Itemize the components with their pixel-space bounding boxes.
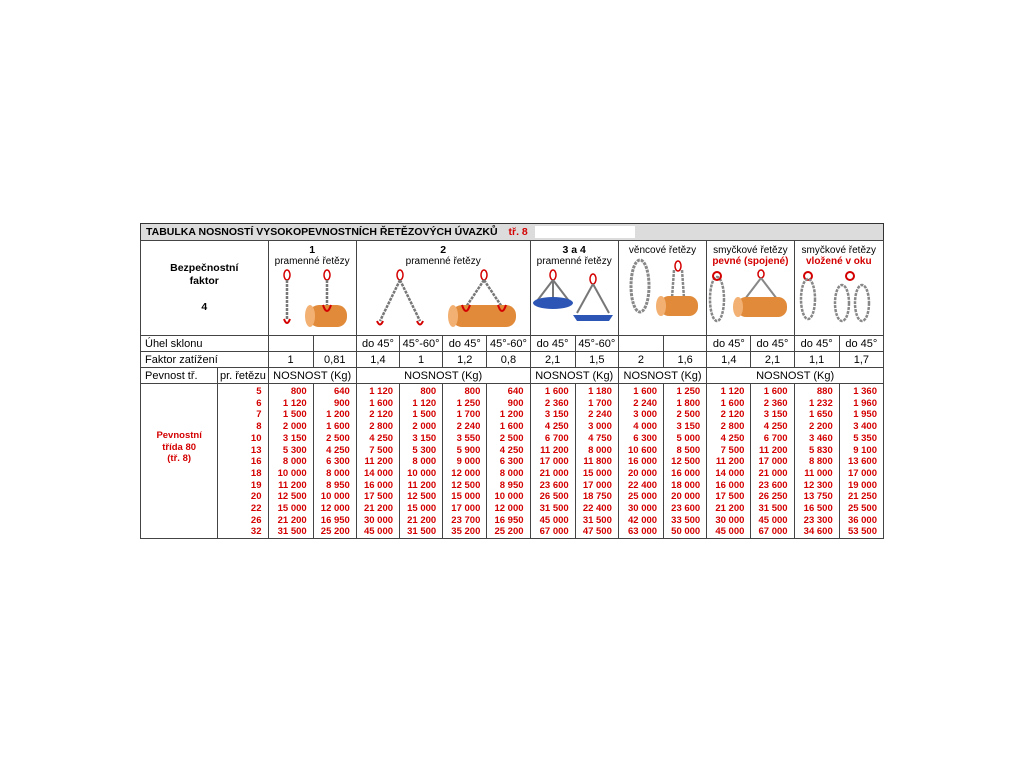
capacity-value: 25 200: [320, 526, 350, 538]
capacity-value: 23 600: [539, 479, 569, 491]
title-blank-box: [535, 226, 635, 238]
capacity-value: 33 500: [671, 514, 701, 526]
capacity-value: 5 300: [412, 444, 437, 456]
diameter-value: 8: [256, 421, 262, 433]
capacity-label: NOSNOST (Kg): [268, 368, 356, 384]
capacity-value: 31 500: [582, 514, 612, 526]
capacity-value: 4 250: [326, 444, 350, 456]
capacity-value: 900: [333, 397, 350, 409]
safety-value: 4: [201, 301, 208, 313]
capacity-value: 31 500: [277, 526, 307, 538]
capacity-column: [443, 384, 487, 539]
capacity-value: 1 232: [808, 397, 833, 409]
capacity-value: 11 800: [583, 456, 612, 468]
capacity-value: 21 200: [363, 503, 394, 515]
capacity-value: 21 000: [758, 467, 788, 479]
capacity-value: 10 000: [277, 467, 307, 479]
capacity-value: 3 150: [676, 421, 701, 433]
group-5-label: smyčkové řetězy: [713, 245, 788, 256]
capacity-value: 11 200: [278, 479, 307, 491]
capacity-value: 2 120: [720, 409, 745, 421]
capacity-value: 16 950: [494, 514, 524, 526]
diameter-value: 19: [250, 479, 262, 491]
factor-cell: 1,1: [794, 352, 839, 368]
capacity-value: 10 600: [627, 444, 658, 456]
single-chain-sling-icon: [269, 269, 355, 331]
capacity-value: 5 830: [808, 444, 833, 456]
group-5-sublabel: pevné (spojené): [712, 256, 789, 267]
capacity-value: 9 100: [853, 444, 877, 456]
capacity-value: 1 120: [369, 386, 394, 397]
capacity-value: 6 300: [633, 432, 658, 444]
capacity-column: [400, 384, 443, 539]
capacity-value: 4 750: [588, 432, 612, 444]
class-line2: třída 80: [162, 441, 197, 453]
factor-cell: 1,2: [443, 352, 487, 368]
group-2-label: pramenné řetězy: [405, 256, 481, 267]
capacity-value: 3 150: [282, 432, 307, 444]
group-2-cell: [356, 241, 530, 336]
capacity-value: 10 000: [407, 467, 437, 479]
capacity-value: 30 000: [363, 514, 394, 526]
capacity-label: NOSNOST (Kg): [618, 368, 706, 384]
angle-cell: do 45°: [707, 336, 751, 352]
capacity-value: 9 000: [456, 456, 481, 468]
capacity-value: 10 000: [320, 491, 350, 503]
angle-cell: do 45°: [794, 336, 839, 352]
capacity-value: 1 960: [853, 397, 877, 409]
capacity-value: 1 600: [326, 421, 350, 433]
capacity-value: 3 550: [456, 432, 481, 444]
diameter-value: 16: [250, 456, 262, 468]
capacity-value: 20 000: [671, 491, 701, 503]
capacity-value: 2 200: [808, 421, 833, 433]
header-row: [141, 241, 884, 336]
angle-cell: [618, 336, 663, 352]
diameter-value: 32: [250, 526, 262, 538]
group-3-num: 3 a 4: [562, 244, 586, 256]
group-6-sublabel: vložené v oku: [805, 256, 872, 267]
angle-cell: do 45°: [443, 336, 487, 352]
angle-cell: 45°-60°: [400, 336, 443, 352]
capacity-value: 34 600: [803, 526, 833, 538]
capacity-value: 2 240: [588, 409, 612, 421]
capacity-value: 8 500: [676, 444, 701, 456]
capacity-value: 2 240: [633, 397, 658, 409]
capacity-value: 7 500: [720, 444, 745, 456]
capacity-value: 12 500: [277, 491, 307, 503]
capacity-column: [575, 384, 618, 539]
capacity-value: 16 500: [803, 503, 833, 515]
capacity-value: 15 000: [582, 467, 612, 479]
group-4-cell: [618, 241, 706, 336]
group-1-label: pramenné řetězy: [274, 256, 350, 267]
angle-cell: [664, 336, 707, 352]
capacity-value: 880: [816, 386, 833, 397]
capacity-value: 1 600: [720, 397, 745, 409]
table-title-bar: [140, 223, 884, 240]
angle-row: [141, 336, 884, 352]
capacity-value: 7 500: [369, 444, 394, 456]
capacity-value: 1 200: [326, 409, 350, 421]
capacity-value: 17 000: [582, 479, 612, 491]
capacity-value: 12 500: [451, 479, 481, 491]
capacity-value: 21 000: [539, 467, 569, 479]
capacity-value: 8 950: [326, 479, 350, 491]
capacity-value: 22 400: [627, 479, 658, 491]
capacity-value: 12 300: [803, 479, 833, 491]
capacity-value: 25 000: [627, 491, 658, 503]
factor-cell: 2: [618, 352, 663, 368]
capacity-value: 1 600: [633, 386, 658, 397]
capacity-value: 11 200: [364, 456, 394, 468]
capacity-value: 1 650: [808, 409, 833, 421]
angle-cell: 45°-60°: [575, 336, 618, 352]
capacity-value: 21 200: [277, 514, 307, 526]
safety-factor-cell: [141, 241, 269, 336]
diameter-value: 13: [250, 444, 262, 456]
capacity-value: 3 000: [588, 421, 612, 433]
capacity-value: 45 000: [715, 526, 745, 538]
capacity-column: [618, 384, 663, 539]
double-chain-sling-icon: [358, 269, 528, 331]
angle-cell: [268, 336, 313, 352]
group-6-label: smyčkové řetězy: [801, 245, 877, 256]
group-4-label: věncové řetězy: [628, 245, 697, 256]
loop-chain-fixed-icon: [707, 269, 793, 325]
capacity-value: 1 120: [720, 386, 745, 397]
capacity-value: 11 200: [407, 479, 437, 491]
capacity-value: 30 000: [715, 514, 745, 526]
capacity-value: 67 000: [539, 526, 569, 538]
capacity-value: 45 000: [363, 526, 394, 538]
capacity-value: 5 350: [853, 432, 877, 444]
capacity-value: 12 000: [451, 467, 481, 479]
angle-cell: [313, 336, 356, 352]
capacity-column: [530, 384, 575, 539]
capacity-value: 17 500: [363, 491, 394, 503]
capacity-value: 17 000: [539, 456, 569, 468]
capacity-value: 2 800: [369, 421, 394, 433]
capacity-value: 16 000: [363, 479, 394, 491]
capacity-value: 13 750: [803, 491, 833, 503]
capacity-value: 900: [507, 397, 524, 409]
class-line1: Pevnostní: [156, 430, 202, 441]
capacity-column: [313, 384, 356, 539]
capacity-value: 16 000: [715, 479, 745, 491]
capacity-value: 31 500: [539, 503, 569, 515]
factor-cell: 2,1: [530, 352, 575, 368]
capacity-value: 2 000: [412, 421, 437, 433]
capacity-value: 2 800: [720, 421, 745, 433]
multi-leg-sling-icon: [531, 269, 617, 331]
diameter-value: 5: [256, 386, 262, 397]
capacity-value: 11 200: [715, 456, 745, 468]
factor-cell: 2,1: [751, 352, 794, 368]
capacity-value: 23 700: [451, 514, 481, 526]
capacity-value: 5 000: [676, 432, 701, 444]
capacity-value: 47 500: [582, 526, 612, 538]
capacity-value: 3 150: [412, 432, 437, 444]
angle-label: Úhel sklonu: [141, 336, 269, 352]
capacity-value: 17 000: [451, 503, 481, 515]
capacity-value: 3 460: [808, 432, 833, 444]
class-line3: (tř. 8): [167, 453, 192, 465]
capacity-value: 26 250: [758, 491, 788, 503]
capacity-value: 8 800: [808, 456, 833, 468]
load-table-sheet: [140, 223, 884, 539]
diameter-value: 22: [250, 503, 262, 515]
capacity-value: 1 700: [456, 409, 481, 421]
capacity-value: 11 200: [759, 444, 788, 456]
angle-cell: do 45°: [839, 336, 883, 352]
capacity-value: 1 600: [369, 397, 394, 409]
diameter-value: 7: [256, 409, 262, 421]
angle-cell: do 45°: [356, 336, 399, 352]
load-table: [140, 240, 884, 539]
capacity-value: 12 500: [671, 456, 701, 468]
capacity-value: 11 000: [804, 467, 833, 479]
capacity-value: 25 500: [847, 503, 877, 515]
capacity-column: [268, 384, 313, 539]
capacity-value: 4 250: [763, 421, 788, 433]
capacity-value: 26 500: [539, 491, 569, 503]
diameter-value: 10: [250, 432, 262, 444]
factor-cell: 0,81: [313, 352, 356, 368]
capacity-value: 16 000: [627, 456, 658, 468]
table-title: TABULKA NOSNOSTÍ VYSOKOPEVNOSTNÍCH ŘETĚZOVÝCH ÚVAZKŮ: [146, 226, 498, 238]
capacity-value: 5 900: [456, 444, 481, 456]
capacity-value: 640: [507, 386, 524, 397]
capacity-value: 35 200: [451, 526, 481, 538]
capacity-value: 67 000: [758, 526, 788, 538]
capacity-value: 800: [420, 386, 437, 397]
capacity-column: [794, 384, 839, 539]
capacity-value: 1 950: [853, 409, 877, 421]
capacity-value: 1 800: [676, 397, 701, 409]
capacity-value: 25 200: [494, 526, 524, 538]
capacity-value: 19 000: [847, 479, 877, 491]
capacity-value: 13 600: [847, 456, 877, 468]
capacity-value: 1 250: [456, 397, 481, 409]
capacity-value: 2 360: [544, 397, 569, 409]
capacity-value: 4 000: [633, 421, 658, 433]
capacity-column: [707, 384, 751, 539]
capacity-column: [487, 384, 530, 539]
capacity-header-row: [141, 368, 884, 384]
capacity-value: 6 300: [499, 456, 524, 468]
capacity-data-row: [141, 384, 884, 539]
capacity-value: 20 000: [627, 467, 658, 479]
factor-cell: 1,5: [575, 352, 618, 368]
capacity-value: 2 240: [456, 421, 481, 433]
diameter-value: 6: [256, 397, 262, 409]
capacity-value: 3 150: [544, 409, 569, 421]
factor-cell: 1,4: [356, 352, 399, 368]
diameter-label: pr. řetězu: [218, 368, 268, 384]
capacity-value: 8 000: [326, 467, 350, 479]
capacity-column: [839, 384, 883, 539]
capacity-column: [356, 384, 399, 539]
capacity-value: 12 000: [494, 503, 524, 515]
capacity-value: 1 360: [853, 386, 877, 397]
capacity-value: 10 000: [494, 491, 524, 503]
capacity-value: 8 000: [282, 456, 307, 468]
capacity-value: 8 950: [499, 479, 524, 491]
capacity-value: 14 000: [715, 467, 745, 479]
capacity-value: 6 700: [763, 432, 788, 444]
capacity-value: 23 300: [803, 514, 833, 526]
capacity-value: 11 200: [540, 444, 569, 456]
angle-cell: 45°-60°: [487, 336, 530, 352]
diameter-value: 18: [250, 467, 262, 479]
endless-chain-icon: [620, 258, 706, 320]
capacity-value: 36 000: [847, 514, 877, 526]
capacity-value: 15 000: [407, 503, 437, 515]
group-3-label: pramenné řetězy: [536, 256, 612, 267]
capacity-value: 17 500: [715, 491, 745, 503]
capacity-value: 5 300: [282, 444, 307, 456]
capacity-value: 1 500: [412, 409, 437, 421]
angle-cell: do 45°: [530, 336, 575, 352]
capacity-value: 42 000: [627, 514, 658, 526]
factor-cell: 1: [268, 352, 313, 368]
capacity-value: 8 000: [588, 444, 612, 456]
capacity-value: 2 500: [326, 432, 350, 444]
capacity-value: 14 000: [363, 467, 394, 479]
angle-cell: do 45°: [751, 336, 794, 352]
capacity-value: 17 000: [847, 467, 877, 479]
capacity-value: 800: [464, 386, 481, 397]
capacity-value: 1 500: [282, 409, 307, 421]
capacity-value: 8 000: [499, 467, 524, 479]
capacity-value: 3 150: [763, 409, 788, 421]
capacity-value: 6 300: [326, 456, 350, 468]
group-6-cell: [794, 241, 883, 336]
strength-label: Pevnost tř.: [141, 368, 218, 384]
factor-row: [141, 352, 884, 368]
capacity-label: NOSNOST (Kg): [356, 368, 530, 384]
capacity-value: 31 500: [758, 503, 788, 515]
capacity-value: 1 200: [499, 409, 524, 421]
factor-cell: 1,6: [664, 352, 707, 368]
group-3-cell: [530, 241, 618, 336]
group-5-cell: [707, 241, 794, 336]
capacity-value: 1 600: [544, 386, 569, 397]
grade-label: tř. 8: [508, 226, 528, 238]
capacity-value: 4 250: [720, 432, 745, 444]
safety-line1: Bezpečnostní: [170, 262, 239, 274]
group-2-num: 2: [440, 244, 447, 256]
capacity-value: 640: [333, 386, 350, 397]
capacity-value: 31 500: [407, 526, 437, 538]
capacity-value: 53 500: [847, 526, 877, 538]
capacity-value: 2 360: [763, 397, 788, 409]
factor-cell: 0,8: [487, 352, 530, 368]
loop-chain-eye-icon: [796, 269, 882, 325]
capacity-value: 2 120: [369, 409, 394, 421]
capacity-value: 12 500: [407, 491, 437, 503]
diameter-value: 20: [250, 491, 262, 503]
capacity-value: 50 000: [671, 526, 701, 538]
group-1-cell: [268, 241, 356, 336]
capacity-value: 1 250: [676, 386, 701, 397]
capacity-value: 4 250: [499, 444, 524, 456]
capacity-value: 1 120: [282, 397, 307, 409]
factor-label: Faktor zatížení: [141, 352, 269, 368]
capacity-value: 18 000: [671, 479, 701, 491]
capacity-value: 3 000: [633, 409, 658, 421]
capacity-value: 1 700: [588, 397, 612, 409]
diameter-value: 26: [250, 514, 262, 526]
capacity-value: 18 750: [582, 491, 612, 503]
capacity-column: [664, 384, 707, 539]
capacity-value: 8 000: [412, 456, 437, 468]
diameter-column: [218, 384, 268, 539]
factor-cell: 1,7: [839, 352, 883, 368]
capacity-column: [751, 384, 794, 539]
capacity-value: 2 500: [676, 409, 701, 421]
capacity-value: 4 250: [544, 421, 569, 433]
capacity-value: 45 000: [758, 514, 788, 526]
factor-cell: 1: [400, 352, 443, 368]
capacity-value: 21 200: [407, 514, 437, 526]
capacity-value: 800: [290, 386, 307, 397]
capacity-value: 22 400: [582, 503, 612, 515]
capacity-value: 30 000: [627, 503, 658, 515]
capacity-value: 23 600: [671, 503, 701, 515]
capacity-label: NOSNOST (Kg): [707, 368, 884, 384]
capacity-value: 2 000: [282, 421, 307, 433]
capacity-value: 4 250: [369, 432, 394, 444]
capacity-value: 21 250: [847, 491, 877, 503]
capacity-value: 3 400: [853, 421, 877, 433]
capacity-value: 12 000: [320, 503, 350, 515]
safety-line2: faktor: [189, 275, 219, 287]
capacity-value: 16 950: [320, 514, 350, 526]
capacity-value: 1 120: [412, 397, 437, 409]
capacity-value: 15 000: [451, 491, 481, 503]
capacity-value: 1 180: [588, 386, 612, 397]
capacity-label: NOSNOST (Kg): [530, 368, 618, 384]
strength-class-cell: [141, 384, 218, 539]
capacity-value: 16 000: [671, 467, 701, 479]
group-1-num: 1: [309, 244, 316, 256]
capacity-value: 45 000: [539, 514, 569, 526]
capacity-value: 21 200: [715, 503, 745, 515]
factor-cell: 1,4: [707, 352, 751, 368]
capacity-value: 1 600: [763, 386, 788, 397]
capacity-value: 2 500: [499, 432, 524, 444]
capacity-value: 23 600: [758, 479, 788, 491]
capacity-value: 6 700: [544, 432, 569, 444]
capacity-value: 15 000: [277, 503, 307, 515]
capacity-value: 63 000: [627, 526, 658, 538]
capacity-value: 1 600: [499, 421, 524, 433]
capacity-value: 17 000: [758, 456, 788, 468]
